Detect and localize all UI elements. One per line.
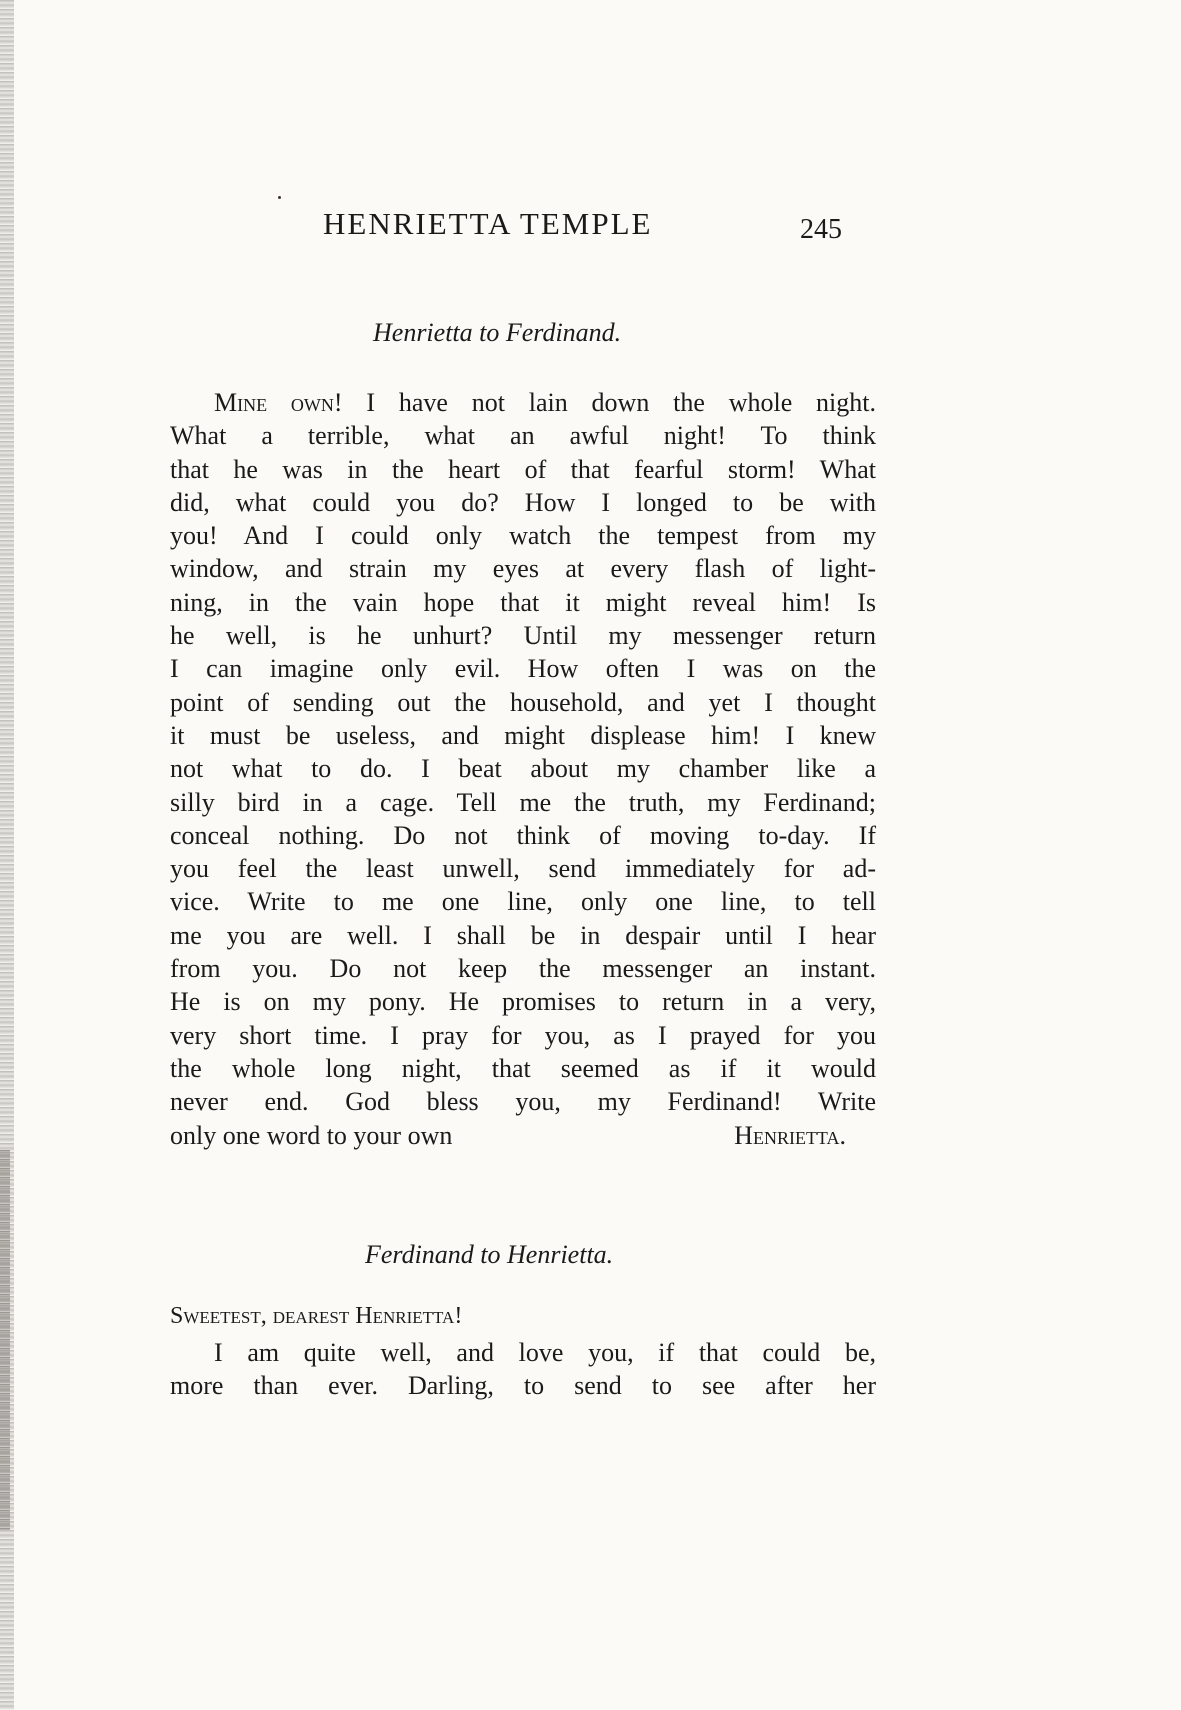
body-line: you feel the least unwell, send immediately for ad- [170,854,876,884]
ink-speck [278,196,281,199]
body-line: I have not lain down the whole night. [366,388,876,417]
signoff-line [170,1119,876,1152]
body-line: you! And I could only watch the tempest from my [170,521,876,551]
salutation: Sweetest, dearest Henrietta! [170,1303,463,1329]
body-line: I am quite well, and love you, if that could be, [214,1338,876,1367]
body-line: He is on my pony. He promises to return in a very, [170,987,876,1017]
paragraph-first-line [170,386,876,419]
body-line: very short time. I pray for you, as I prayed for you [170,1020,876,1050]
body-line: the whole long night, that seemed as if it would [170,1053,876,1083]
body-line: not what to do. I beat about my chamber like a [170,754,876,784]
body-line: I can imagine only evil. How often I was on the [170,654,876,684]
body-line: me you are well. I shall be in despair until I hear [170,920,876,950]
body-line: did, what could you do? How I longed to be with [170,487,876,517]
page-number: 245 [800,214,842,245]
body-line: he well, is he unhurt? Until my messenger return [170,621,876,651]
body-line: it must be useless, and might displease him! I knew [170,720,876,750]
body-line: What a terrible, what an awful night! To think [170,421,876,451]
letter-heading-ferdinand-to-henrietta: Ferdinand to Henrietta. [365,1240,614,1269]
body-line: silly bird in a cage. Tell me the truth, my Ferdinand; [170,787,876,817]
body-line: conceal nothing. Do not think of moving to-day. If [170,820,876,850]
letter-body-ferdinand [170,1336,876,1403]
binding-edge-shadow [0,1150,10,1530]
signature-henrietta: Henrietta. [734,1120,846,1150]
body-line: from you. Do not keep the messenger an instant. [170,954,876,984]
body-line: that he was in the heart of that fearful storm! What [170,454,876,484]
letter-body-henrietta [170,386,876,1152]
body-line: never end. God bless you, my Ferdinand! Write [170,1087,876,1117]
body-line: vice. Write to me one line, only one line, to tell [170,887,876,917]
opening-words: Mine own! [214,388,343,417]
body-line: more than ever. Darling, to send to see after her [170,1371,876,1401]
closing-words: only one word to your own [170,1120,453,1150]
letter-heading-henrietta-to-ferdinand: Henrietta to Ferdinand. [373,318,622,347]
body-line: point of sending out the household, and yet I thought [170,687,876,717]
running-head: HENRIETTA TEMPLE [323,206,653,241]
body-line: ning, in the vain hope that it might reveal him! Is [170,587,876,617]
body-line: window, and strain my eyes at every flash of light- [170,554,876,584]
